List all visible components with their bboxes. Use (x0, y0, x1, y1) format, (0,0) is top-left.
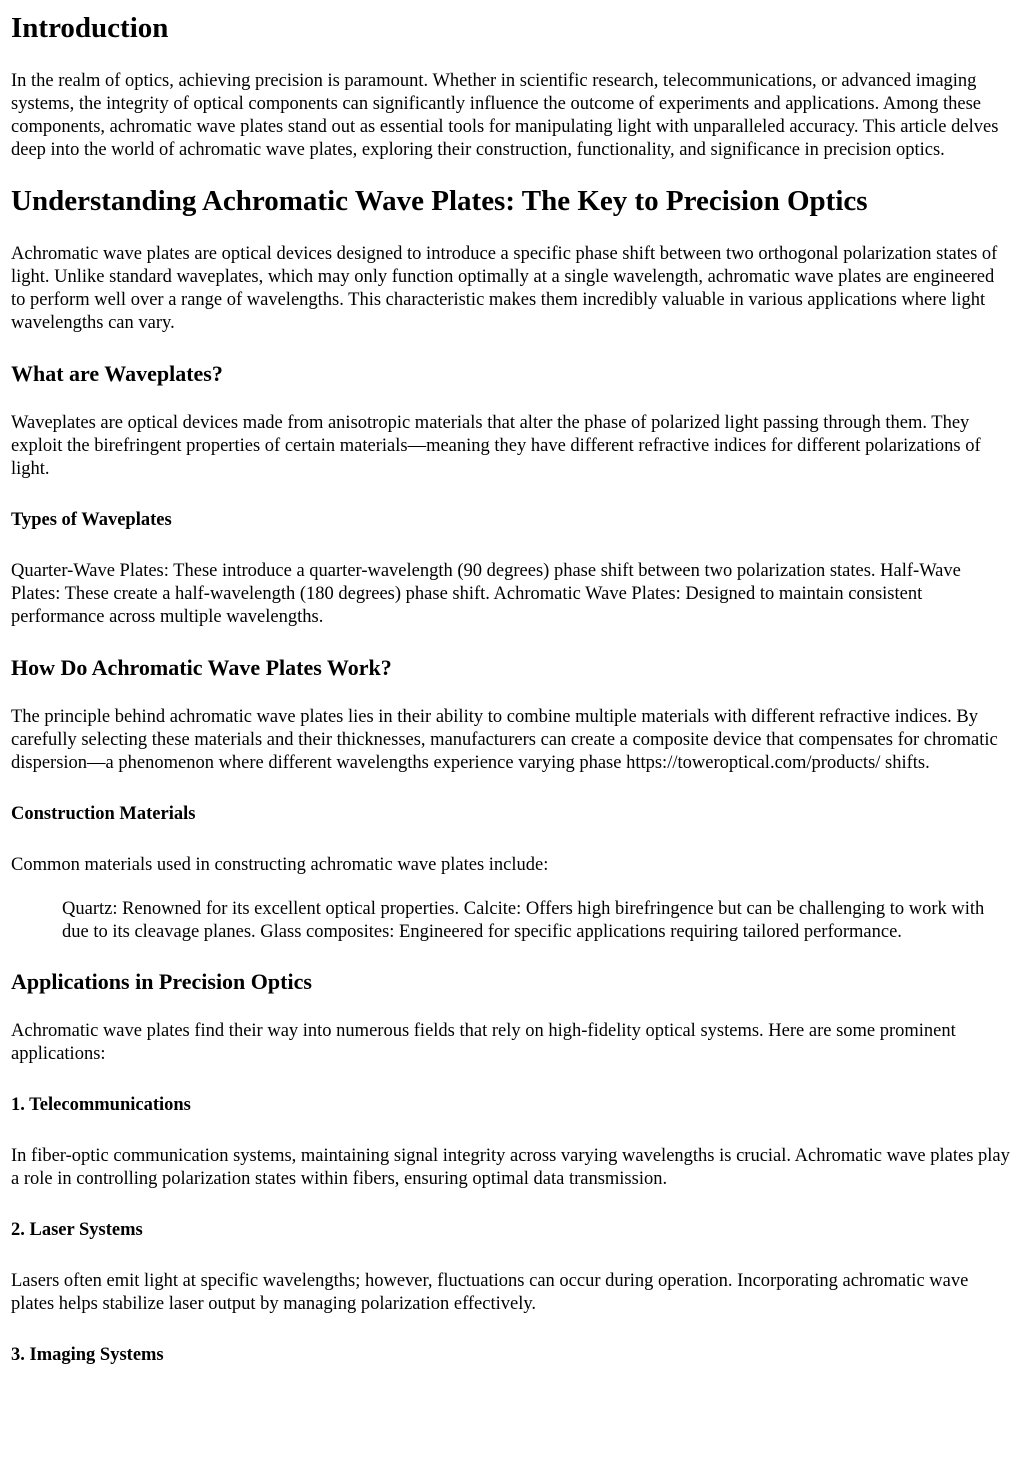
imaging-heading: 3. Imaging Systems (11, 1345, 164, 1365)
types-paragraph: Quarter-Wave Plates: These introduce a quarter-wavelength (90 degrees) phase shift between two polarization states. Half-Wave Plates: These create a half-wavelength (180 degrees) phase shift. Achromatic Wave Plates: Designed to maintain consistent performance across multiple wavelengths. (11, 561, 961, 627)
types-heading: Types of Waveplates (11, 510, 172, 530)
construction-paragraph: Common materials used in constructing achromatic wave plates include: (11, 855, 549, 875)
construction-heading: Construction Materials (11, 804, 196, 824)
laser-heading: 2. Laser Systems (11, 1220, 143, 1240)
telecom-paragraph: In fiber-optic communication systems, maintaining signal integrity across varying wavelengths is crucial. Achromatic wave plates play a role in controlling polarization states within fibers, ensuring optimal data transmission. (11, 1146, 1010, 1189)
applications-paragraph: Achromatic wave plates find their way into numerous fields that rely on high-fidelity optical systems. Here are some prominent applications: (11, 1021, 956, 1064)
telecom-heading: 1. Telecommunications (11, 1095, 191, 1115)
applications-heading: Applications in Precision Optics (11, 969, 312, 994)
intro-paragraph: In the realm of optics, achieving precision is paramount. Whether in scientific research, telecommunications, or advanced imaging systems, the integrity of optical components can significantly influence the outcome of experiments and applications. Among these components, achromatic wave plates stand out as essential tools for manipulating light with unparalleled accuracy. This article delves deep into the world of achromatic wave plates, exploring their construction, functionality, and significance in precision optics. (11, 71, 999, 160)
how-paragraph: The principle behind achromatic wave plates lies in their ability to combine multiple materials with different refractive indices. By carefully selecting these materials and their thicknesses, manufacturers can create a composite device that compensates for chromatic dispersion—a phenomenon where different wavelengths experience varying phase https://toweroptical.com/products/ shifts. (11, 707, 998, 773)
what-are-waveplates-paragraph: Waveplates are optical devices made from anisotropic materials that alter the phase of polarized light passing through them. They exploit the birefringent properties of certain materials—meaning they have different refractive indices for different polarizations of light. (11, 413, 981, 479)
what-are-waveplates-heading: What are Waveplates? (11, 361, 223, 386)
understanding-heading: Understanding Achromatic Wave Plates: The Key to Precision Optics (11, 185, 868, 217)
materials-quote: Quartz: Renowned for its excellent optical properties. Calcite: Offers high birefringence but can be challenging to work with due to its cleavage planes. Glass composites: Engineered for specific applications requiring tailored performance. (62, 899, 985, 942)
how-heading: How Do Achromatic Wave Plates Work? (11, 655, 392, 680)
article (0, 11, 1024, 1457)
intro-heading: Introduction (11, 12, 169, 44)
understanding-paragraph: Achromatic wave plates are optical devices designed to introduce a specific phase shift between two orthogonal polarization states of light. Unlike standard waveplates, which may only function optimally at a single wavelength, achromatic wave plates are engineered to perform well over a range of wavelengths. This characteristic makes them incredibly valuable in various applications where light wavelengths can vary. (11, 244, 998, 333)
laser-paragraph: Lasers often emit light at specific wavelengths; however, fluctuations can occur during operation. Incorporating achromatic wave plates helps stabilize laser output by managing polarization effectively. (11, 1271, 969, 1314)
